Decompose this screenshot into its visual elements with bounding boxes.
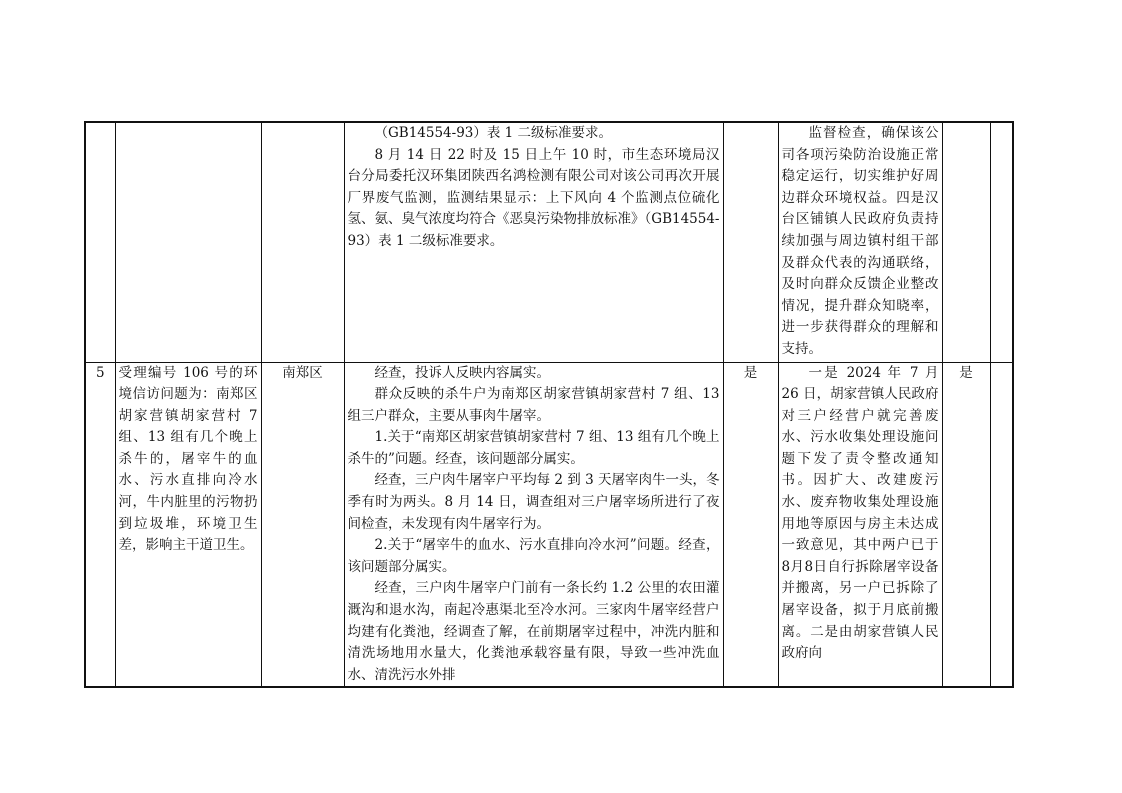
measures-paragraph: 一是 2024 年 7 月 26 日，胡家营镇人民政府对三户经营户就完善废水、污水收集处理设施问题下发了责令整改通知书。因扩大、改建废污水、废弃物收集处理设施用地等原因与房主未达成一致意见，其中两户已于8月8日自行拆除屠宰设备并搬离，另一户已拆除了屠宰设备，拟于月底前搬离。二是由胡家营镇人民政府向 — [781, 364, 939, 662]
complaint-cell: 受理编号 106 号的环境信访问题为：南郑区胡家营镇胡家营村 7 组、13 组有几个晚上杀牛的，屠宰牛的血水、污水直排向冷水河，牛内脏里的污物扔到垃圾堆，环境卫生差，影响主干道卫生。 — [115, 362, 261, 687]
verification-paragraph: （GB14554-93）表 1 二级标准要求。 — [374, 125, 613, 141]
complaint-handling-table — [84, 121, 1014, 688]
table-row — [85, 122, 1013, 362]
row-index-cell — [85, 122, 115, 362]
remark-cell — [990, 362, 1013, 687]
remark-cell — [990, 122, 1013, 362]
verification-paragraph: 2.关于“屠宰牛的血水、污水直排向冷水河”问题。经查，该问题部分属实。 — [347, 537, 720, 575]
verification-paragraph: 经查，三户肉牛屠宰户门前有一条长约 1.2 公里的农田灌溉沟和退水沟，南起冷惠渠北至冷水河。三家肉牛屠宰经营户均建有化粪池，经调查了解，在前期屠宰过程中，冲洗内脏和清洗场地用水量大，化粪池承载容量有限，导致一些冲洗血水、清洗污水外排 — [347, 580, 720, 683]
verification-paragraph: 1.关于“南郑区胡家营镇胡家营村 7 组、13 组有几个晚上杀牛的”问题。经查，该问题部分属实。 — [347, 429, 720, 467]
row-index-cell: 5 — [85, 362, 115, 687]
district-cell — [261, 122, 344, 362]
measures-cell — [778, 122, 942, 362]
verification-paragraph: 经查，投诉人反映内容属实。 — [374, 364, 550, 381]
district-cell: 南郑区 — [261, 362, 344, 687]
measures-paragraph: 监督检查，确保该公司各项污染防治设施正常稳定运行，切实维护好周边群众环境权益。四是汉台区铺镇人民政府负责持续加强与周边镇村组干部及群众代表的沟通联络，及时向群众反馈企业整改情况，提升群众知晓率，进一步获得群众的理解和支持。 — [781, 125, 939, 357]
is-ordered-cell — [942, 122, 990, 362]
measures-cell — [778, 362, 942, 687]
complaint-cell — [115, 122, 261, 362]
table-row — [85, 362, 1013, 687]
is-true-cell: 是 — [723, 362, 778, 687]
verification-paragraph: 8 月 14 日 22 时及 15 日上午 10 时，市生态环境局汉台分局委托汉环集团陕西名鸿检测有限公司对该公司再次开展厂界废气监测，监测结果显示：上下风向 4 个监测点位硫化氢、氨、臭气浓度均符合《恶臭污染物排放标准》（GB14554-93）表 1 二级标准要求。 — [347, 146, 720, 249]
verification-paragraph: 经查，三户肉牛屠宰户平均每 2 到 3 天屠宰肉牛一头，冬季有时为两头。8 月 14 日，调查组对三户屠宰场所进行了夜间检查，未发现有肉牛屠宰行为。 — [347, 472, 720, 532]
verification-paragraph: 群众反映的杀牛户为南郑区胡家营镇胡家营村 7 组、13 组三户群众，主要从事肉牛屠宰。 — [347, 386, 720, 424]
is-ordered-cell: 是 — [942, 362, 990, 687]
is-true-cell — [723, 122, 778, 362]
verification-cell — [344, 122, 723, 362]
verification-cell — [344, 362, 723, 687]
